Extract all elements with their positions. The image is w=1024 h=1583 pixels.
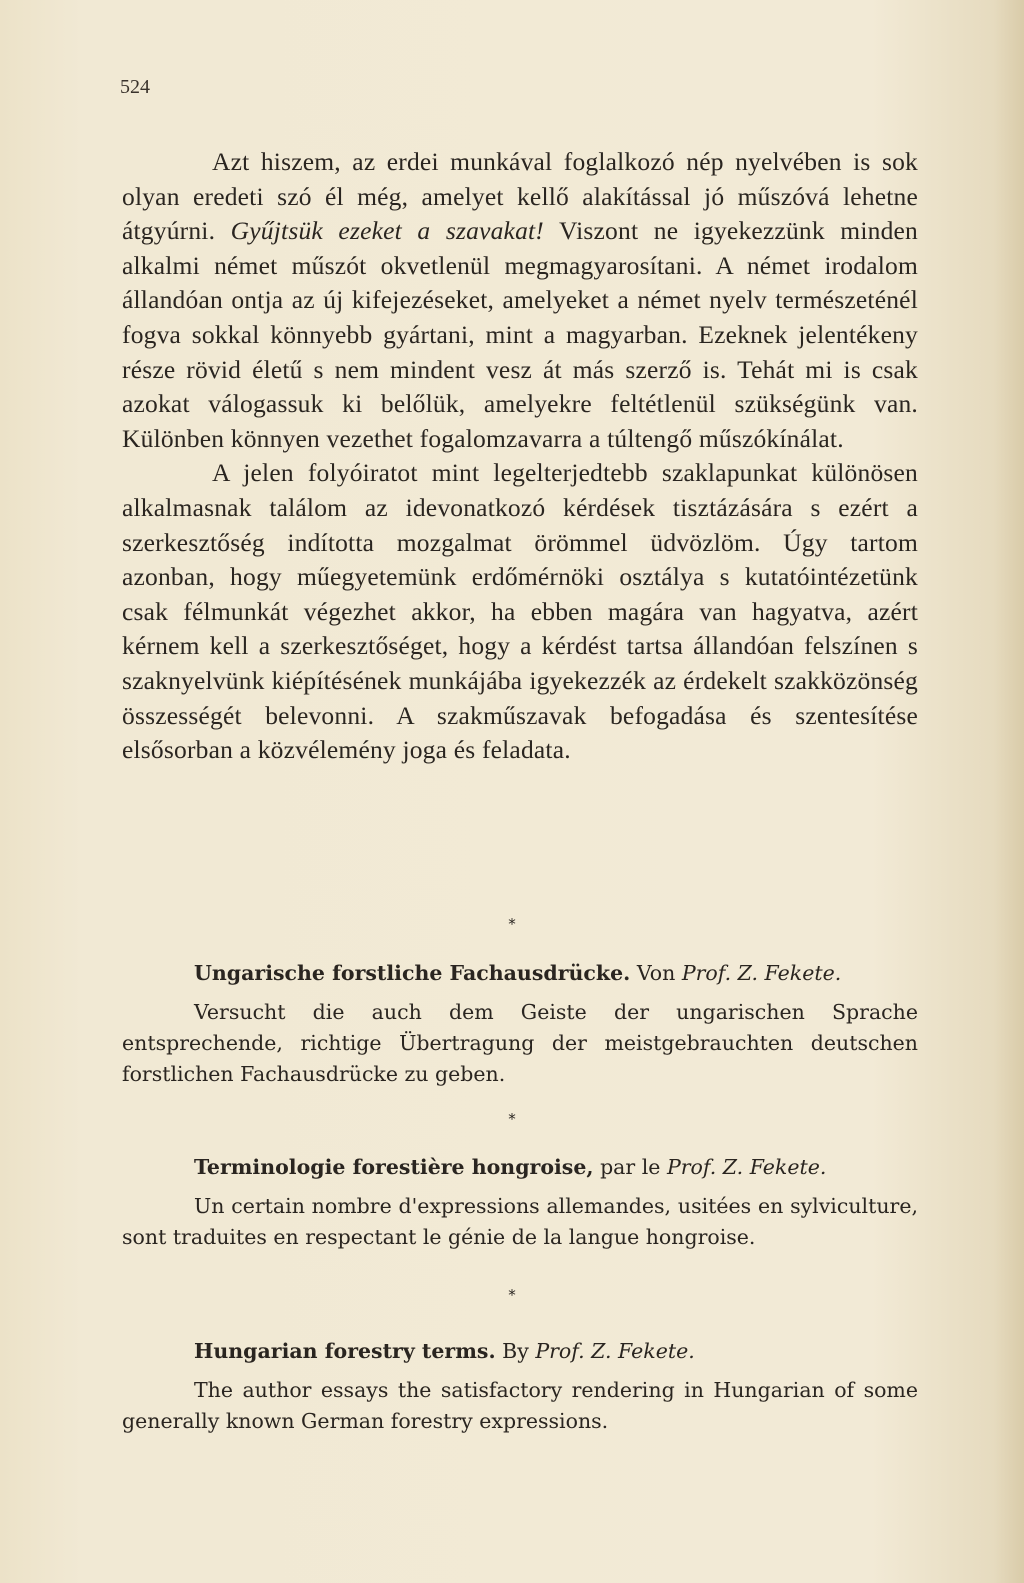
french-summary [122,1152,918,1253]
french-summary-by: par le [600,1155,661,1179]
english-summary-by: By [502,1339,529,1363]
english-summary-text: The author essays the satisfactory rendering in Hungarian of some generally known German forestry expressions. [122,1378,918,1433]
english-summary-heading [122,1336,918,1367]
page-number: 524 [120,76,150,98]
german-summary-heading [122,958,918,989]
german-summary [122,958,918,1090]
paragraph-1 [122,145,918,456]
separator-asterisk-1: * [508,915,516,933]
separator-asterisk-3: * [508,1286,516,1304]
german-summary-title: Ungarische forstliche Fachausdrücke. [194,961,631,985]
paragraph-1-part-1: Azt hiszem, az erdei munkával foglalkozó nép nyelvében is sok olyan eredeti szó él még, amelyet kellő alakítással jó műszóvá lehetne átgyúrni. [122,147,918,246]
french-summary-title: Terminologie forestière hongroise, [194,1155,594,1179]
french-summary-text: Un certain nombre d'expressions allemandes, usitées en sylviculture, sont traduites en respectant le génie de la langue hongroise. [122,1194,918,1249]
paragraph-1-italic-phrase: Gyűjtsük ezeket a szavakat! [230,216,544,246]
hungarian-article-text [122,145,918,768]
english-summary-title: Hungarian forestry terms. [194,1339,496,1363]
paragraph-2: A jelen folyóiratot mint legelterjedtebb szaklapunkat különösen alkalmasnak találom az idevonatkozó kérdések tisztázására s ezért a szerkesztőség indította mozgalmat örömmel üdvözlöm. Úgy tartom azonban, hogy műegyetemünk erdőmérnöki osztálya s kutatóintézetünk csak félmunkát végezhet akkor, ha ebben magára van hagyatva, azért kérnem kell a szerkesztőséget, hogy a kérdést tartsa állandóan felszínen s szaknyelvünk kiépítésének munkájába igyekezzék az érdekelt szakközönség összességét belevonni. A szakműszavak befogadása és szentesítése elsősorban a közvélemény joga és feladata. [122,458,918,765]
french-summary-author: Prof. Z. Fekete. [666,1155,827,1179]
german-summary-author: Prof. Z. Fekete. [681,961,842,985]
english-summary-author: Prof. Z. Fekete. [535,1339,695,1363]
french-summary-heading [122,1152,918,1183]
german-summary-text: Versucht die auch dem Geiste der ungarischen Sprache entsprechende, richtige Übertragung der meistgebrauchten deutschen forstlichen Fachausdrücke zu geben. [122,1000,918,1086]
english-summary [122,1336,918,1437]
paragraph-1-part-2: Viszont ne igyekezzünk minden alkalmi német műszót okvetlenül megmagyarosítani. A német irodalom állandóan ontja az új kifejezéseket, amelyeket a német nyelv természeténél fogva sokkal könnyebb gyártani, mint a magyarban. Ezeknek jelentékeny része rövid életű s nem mindent vesz át más szerző is. Tehát mi is csak azokat válogassuk ki belőlük, amelyekre feltétlenül szükségünk van. Különben könnyen vezethet fogalomzavarra a túltengő műszókínálat. [122,216,918,453]
separator-asterisk-2: * [508,1110,516,1128]
german-summary-by: Von [636,961,676,985]
